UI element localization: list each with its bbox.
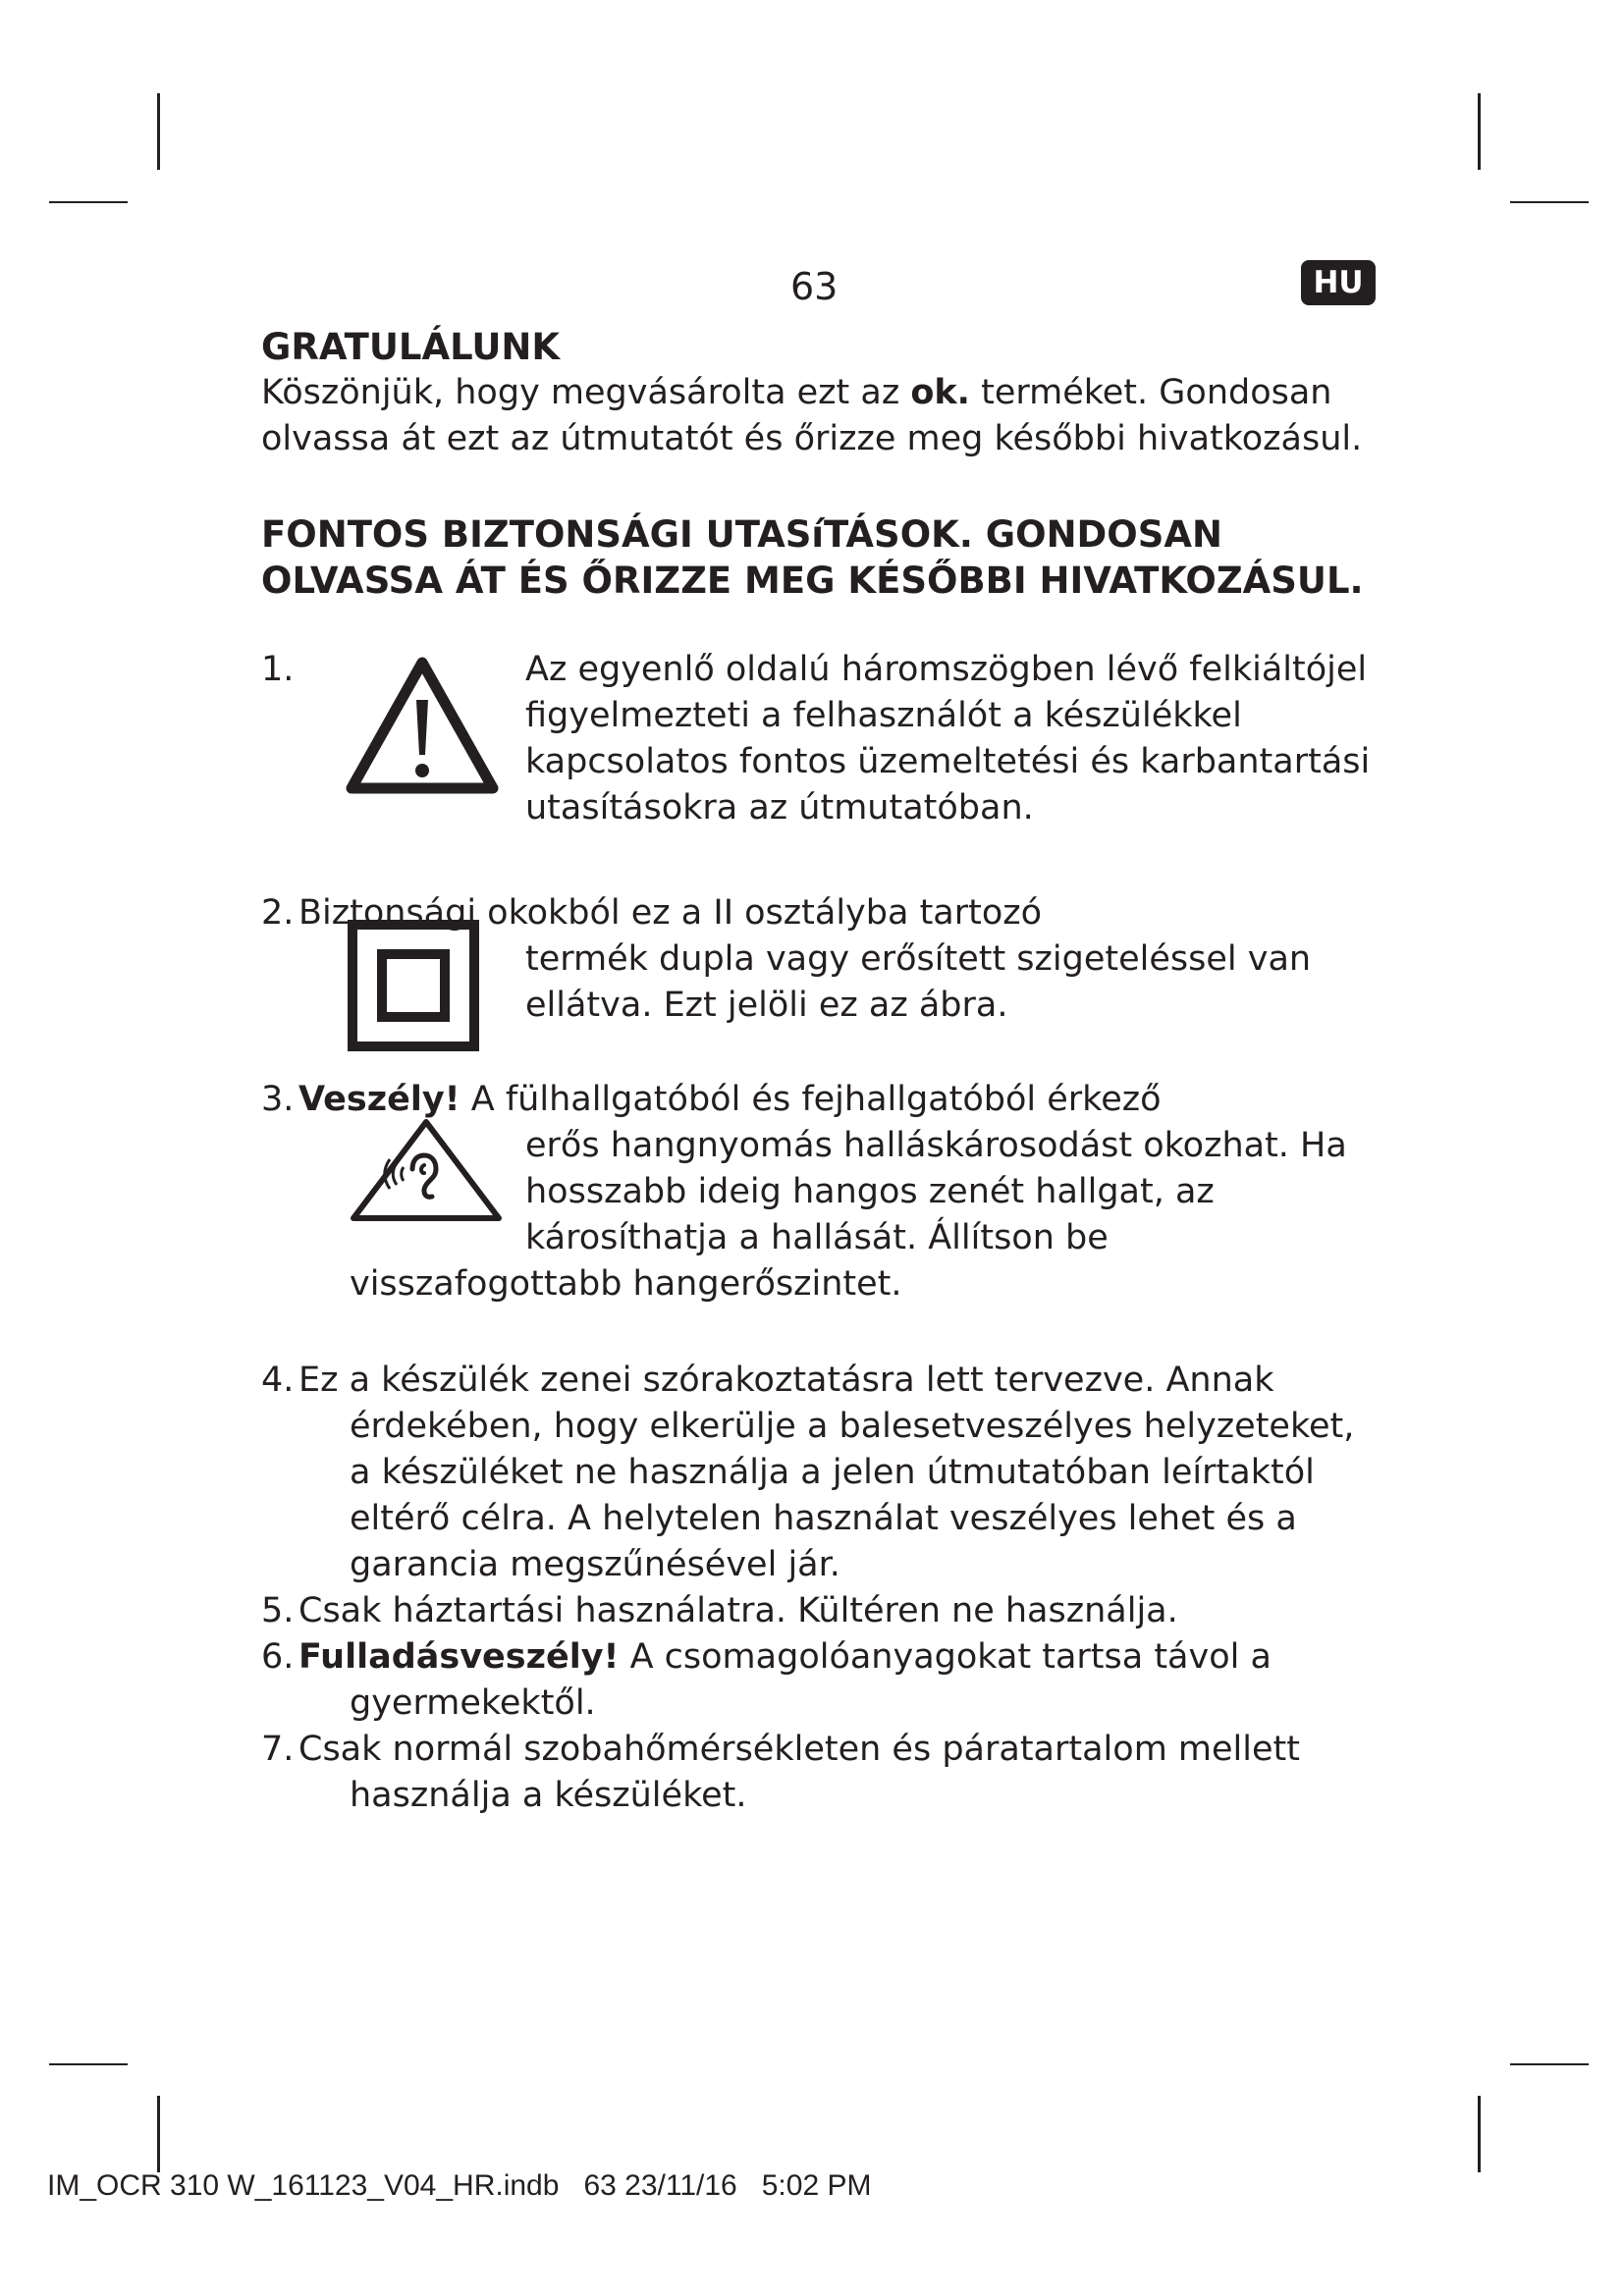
danger-label: Veszély!: [298, 1080, 460, 1119]
crop-mark: [157, 93, 160, 170]
item-text-rest: A csomagolóanyagokat tartsa távol a gyermekektől.: [350, 1637, 1272, 1723]
item-number: 7.: [261, 1730, 295, 1769]
item-text: termék dupla vagy erősített szigeteléssel van ellátva. Ezt jelöli ez az ábra.: [525, 939, 1312, 1025]
congratulations-heading: GRATULÁLUNK: [261, 326, 561, 368]
print-slug: [47, 2169, 871, 2203]
double-insulation-icon: [348, 920, 479, 1064]
suffocation-warning-label: Fulladásveszély!: [298, 1637, 620, 1677]
language-badge: HU: [1301, 260, 1376, 305]
slug-date: 23/11/16: [624, 2169, 737, 2202]
list-item: [261, 647, 1380, 843]
slug-time: 5:02 PM: [761, 2169, 872, 2202]
slug-page: 63: [583, 2169, 617, 2202]
list-item: [261, 1077, 1380, 1304]
crop-mark: [49, 2063, 128, 2065]
item-number: 5.: [261, 1591, 295, 1630]
intro-paragraph: [261, 370, 1380, 462]
item-text: Ez a készülék zenei szórakoztatásra lett tervezve. Annak érdekében, hogy elkerülje a balesetveszélyes helyzeteket, a készüléket ne használja a jelen útmutatóban leírtaktól eltérő célra. A helytelen használat veszélyes lehet és a garancia megszűnésével jár.: [298, 1361, 1355, 1584]
item-text-tail: visszafogottabb hangerőszintet.: [350, 1264, 902, 1304]
crop-mark: [1510, 201, 1589, 203]
crop-mark: [49, 201, 128, 203]
page-number: 63: [790, 265, 839, 308]
page-content: [261, 324, 1380, 1819]
list-item: [261, 1358, 1380, 1588]
intro-text-before: Köszönjük, hogy megvásárolta ezt az: [261, 373, 911, 412]
crop-mark: [157, 2096, 160, 2172]
safety-instructions-heading: FONTOS BIZTONSÁGI UTASíTÁSOK. GONDOSAN OLVASSA ÁT ÉS ŐRIZZE MEG KÉSŐBBI HIVATKOZÁSUL.: [261, 513, 1364, 602]
crop-mark: [1510, 2063, 1589, 2065]
item-number: 1.: [261, 650, 295, 689]
item-text: [298, 1634, 1380, 1727]
intro-text-after: terméket. Gondosan olvassa át ezt az útmutatót és őrizze meg későbbi hivatkozásul.: [261, 373, 1363, 458]
list-item: [261, 1727, 1380, 1819]
crop-mark: [1478, 93, 1481, 170]
list-item: [261, 1634, 1380, 1727]
hearing-damage-warning-icon: [348, 1116, 505, 1237]
brand-name: ok.: [910, 373, 970, 412]
warning-exclamation-icon: [346, 657, 499, 807]
list-item: [261, 890, 1380, 1028]
item-text-first-line: Biztonsági okokból ez a II osztályba tartozó: [298, 893, 1043, 933]
list-item: [261, 1588, 1380, 1634]
item-number: 6.: [261, 1637, 295, 1677]
item-text: erős hangnyomás halláskárosodást okozhat. Ha hosszabb ideig hangos zenét hallgat, az károsíthatja a hallását. Állítson be: [525, 1126, 1347, 1257]
item-number: 4.: [261, 1361, 295, 1400]
item-text: Csak normál szobahőmérsékleten és páratartalom mellett használja a készüléket.: [298, 1730, 1300, 1815]
item-text-first-part: A fülhallgatóból és fejhallgatóból érkező: [460, 1080, 1162, 1119]
slug-file: IM_OCR 310 W_161123_V04_HR.indb: [47, 2169, 560, 2202]
item-number: 2.: [261, 893, 295, 933]
item-number: 3.: [261, 1080, 295, 1119]
item-text: Az egyenlő oldalú háromszögben lévő felkiáltójel figyelmezteti a felhasználót a készülékkel kapcsolatos fontos üzemeltetési és karbantartási utasításokra az útmutatóban.: [525, 650, 1371, 828]
crop-mark: [1478, 2096, 1481, 2172]
item-text: Csak háztartási használatra. Kültéren ne használja.: [298, 1591, 1178, 1630]
